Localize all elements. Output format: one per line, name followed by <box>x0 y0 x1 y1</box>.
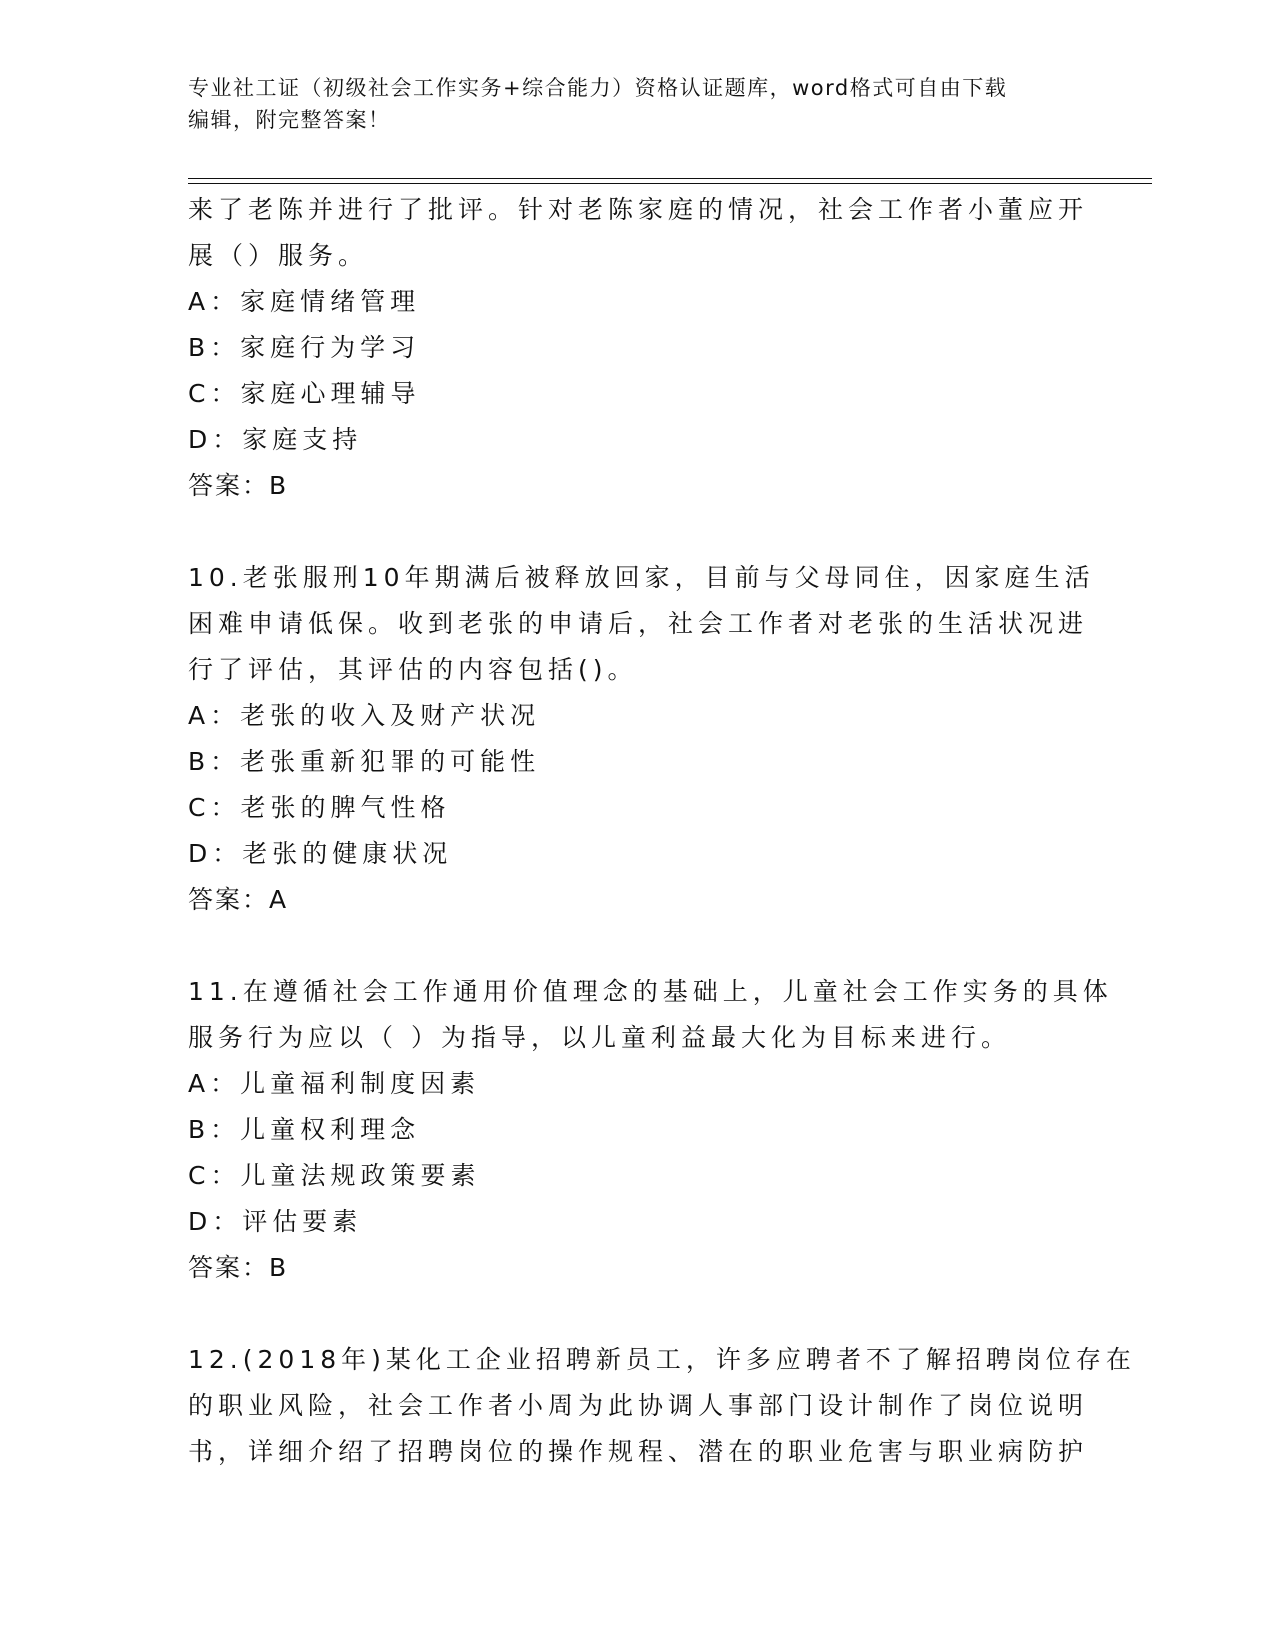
option-b: B：老张重新犯罪的可能性 <box>188 747 541 776</box>
option-b: B：家庭行为学习 <box>188 333 421 362</box>
option-a: A：家庭情绪管理 <box>188 287 421 316</box>
answer-label: 答案：B <box>188 1253 289 1282</box>
question-text: 书，详细介绍了招聘岗位的操作规程、潜在的职业危害与职业病防护 <box>188 1437 1089 1466</box>
question-10 <box>188 555 1095 923</box>
question-text: 的职业风险，社会工作者小周为此协调人事部门设计制作了岗位说明 <box>188 1391 1089 1420</box>
header-line-2: 编辑，附完整答案！ <box>188 108 391 132</box>
spacer <box>188 923 1088 969</box>
answer-label: 答案：A <box>188 885 289 914</box>
spacer <box>188 509 1088 555</box>
option-a: A：儿童福利制度因素 <box>188 1069 481 1098</box>
answer-label: 答案：B <box>188 471 289 500</box>
question-text: 10.老张服刑10年期满后被释放回家，目前与父母同住，因家庭生活 <box>188 563 1095 592</box>
option-d: D：家庭支持 <box>188 425 363 454</box>
question-text: 来了老陈并进行了批评。针对老陈家庭的情况，社会工作者小董应开 <box>188 195 1089 224</box>
question-text: 12.(2018年)某化工企业招聘新员工，许多应聘者不了解招聘岗位存在 <box>188 1345 1136 1374</box>
question-list <box>188 187 1136 1475</box>
spacer <box>188 1291 1088 1337</box>
header-divider <box>188 178 1152 184</box>
option-a: A：老张的收入及财产状况 <box>188 701 541 730</box>
question-12 <box>188 1337 1136 1475</box>
question-text: 服务行为应以（ ）为指导，以儿童利益最大化为目标来进行。 <box>188 1023 1011 1052</box>
question-text: 展（）服务。 <box>188 241 369 270</box>
question-text: 困难申请低保。收到老张的申请后，社会工作者对老张的生活状况进 <box>188 609 1089 638</box>
option-c: C：儿童法规政策要素 <box>188 1161 481 1190</box>
question-text: 行了评估，其评估的内容包括()。 <box>188 655 638 684</box>
option-d: D：老张的健康状况 <box>188 839 453 868</box>
option-c: C：老张的脾气性格 <box>188 793 451 822</box>
question-9 <box>188 187 1088 509</box>
question-text: 11.在遵循社会工作通用价值理念的基础上，儿童社会工作实务的具体 <box>188 977 1113 1006</box>
question-11 <box>188 969 1113 1291</box>
option-d: D：评估要素 <box>188 1207 363 1236</box>
option-b: B：儿童权利理念 <box>188 1115 421 1144</box>
option-c: C：家庭心理辅导 <box>188 379 421 408</box>
page-header <box>188 72 1088 136</box>
header-line-1: 专业社工证（初级社会工作实务+综合能力）资格认证题库，word格式可自由下载 <box>188 76 1008 100</box>
